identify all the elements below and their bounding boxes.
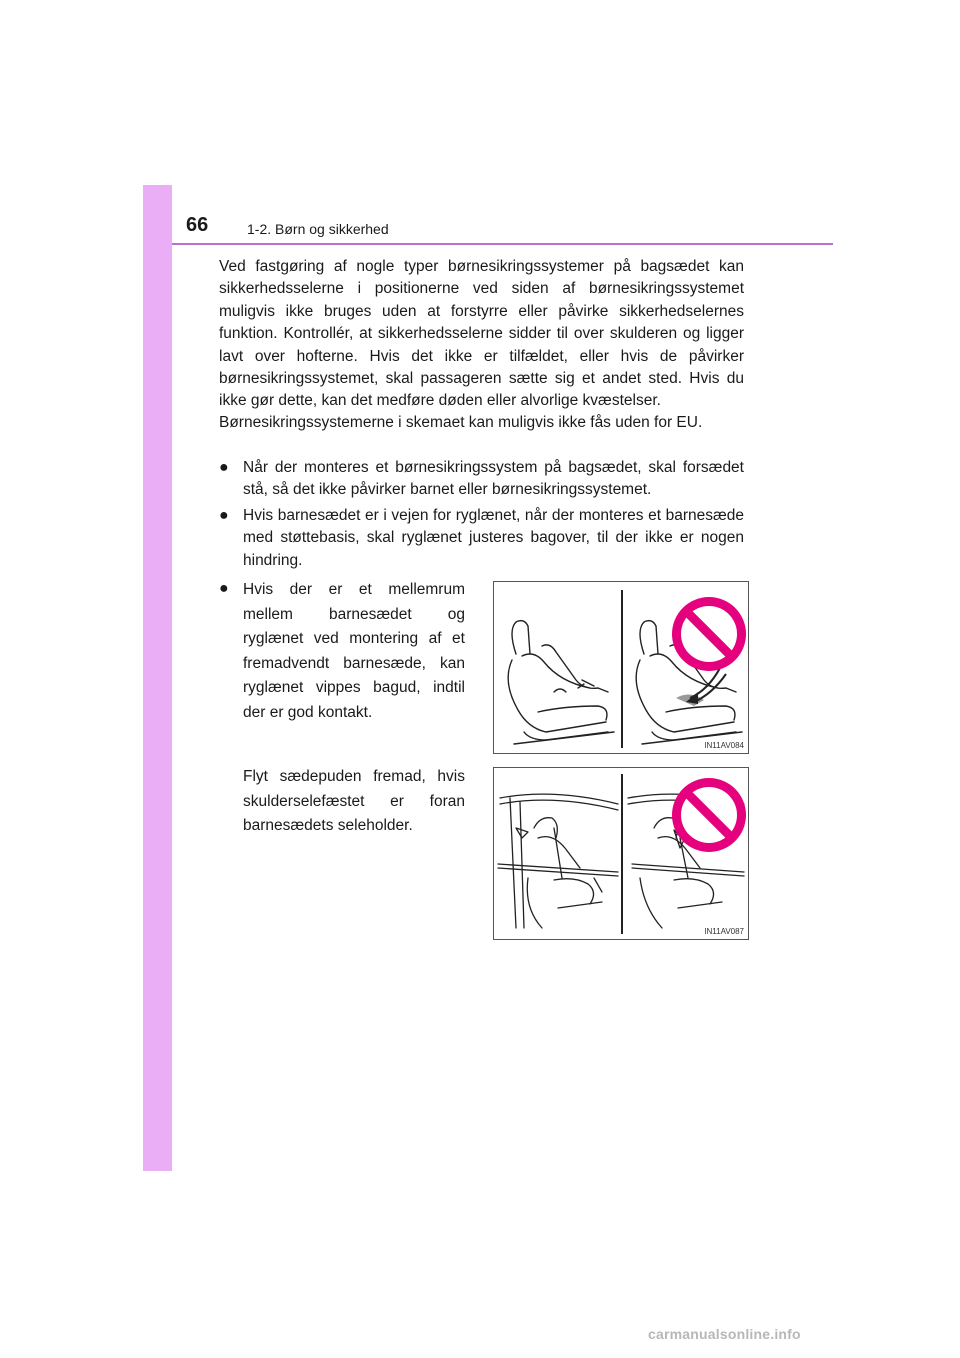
bullet-icon: ● (219, 507, 229, 524)
figure-child-seat-seatback (493, 581, 749, 754)
seat-illustration (494, 582, 748, 753)
bullet-front-seat: Når der monteres et børnesikringssystem på bagsædet, skal forsædet stå, så det ikke påvirker barnet eller børnesikringssystemet. (243, 459, 744, 499)
sidebar-tab (143, 185, 172, 1171)
figure-code: IN11AV087 (704, 927, 744, 936)
paragraph-seat-cushion: Flyt sædepuden fremad, hvis skulderselefæstet er foran barnesædets seleholder. (243, 768, 465, 835)
figure-shoulder-belt-anchor (493, 767, 749, 940)
prohibition-icon (672, 597, 746, 671)
watermark-text: carmanualsonline.info (648, 1326, 801, 1342)
paragraph-eu-availability: Børnesikringssystemerne i skemaet kan muligvis ikke fås uden for EU. (219, 414, 703, 431)
prohibition-icon (672, 778, 746, 852)
section-title: 1-2. Børn og sikkerhed (247, 221, 389, 237)
bullet-icon: ● (219, 459, 229, 476)
header-rule (172, 243, 833, 245)
page-number: 66 (186, 214, 209, 236)
paragraph-seatbelt-warning: Ved fastgøring af nogle typer børnesikringssystemer på bagsædet kan sikkerhedsselerne i positionerne ved siden af børnesikringssystemet muligvis ikke bruges uden at forstyrre eller påvirke sikkerhedselernes funktion. Kontrollér, at sikkerhedsselerne sidder til over skulderen og ligger lavt over hofterne. Hvis det ikke er tilfældet, eller hvis de påvirker børnesikringssystemet, skal passageren sætte sig et andet sted. Hvis du ikke gør dette, kan det medføre døden eller alvorlige kvæstelser. (219, 258, 744, 410)
figure-code: IN11AV084 (704, 741, 744, 750)
bullet-seatback-recline: Hvis barnesædet er i vejen for ryglænet, når der monteres et barnesæde med støttebasis, skal ryglænet justeres bagover, til der ikke er nogen hindring. (243, 507, 744, 569)
belt-illustration (494, 768, 748, 939)
bullet-icon: ● (219, 580, 229, 597)
bullet-seatback-tilt: Hvis der er et mellemrum mellem barnesædet og ryglænet ved montering af et fremadvendt barnesæde, kan ryglænet vippes bagud, indtil der er god kontakt. (243, 581, 465, 721)
